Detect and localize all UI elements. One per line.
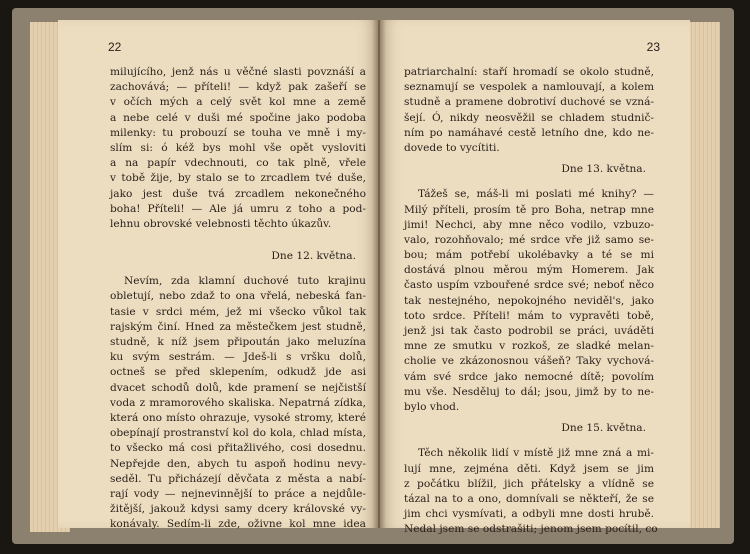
text-line: to všecko má cosi přitažlivého, cosi dosednu. bbox=[110, 442, 366, 455]
text-line: lehnu obrovské velebnosti těchto úkazův. bbox=[110, 217, 332, 230]
left-page-text bbox=[110, 65, 366, 532]
text-line: milujícího, jenž nás u věčné slasti povznáší a bbox=[110, 66, 366, 78]
text-line: a nebe celé v duši mé spočine jako podoba bbox=[110, 111, 366, 124]
text-line: dovede to vycítiti. bbox=[404, 141, 500, 154]
text-line: zachovává; — příteli! — když pak zašeří se bbox=[110, 81, 366, 94]
text-line: tasie v srdci mém, jež mi všecko vůkol tak bbox=[110, 305, 366, 318]
text-line: obepínají prostranství kol do kola, chlad místa, bbox=[110, 427, 366, 440]
book-gutter bbox=[372, 20, 386, 528]
text-line: jim chci vysmívati, a odbyli mne dosti hrubě. bbox=[404, 508, 654, 521]
text-line: v očích mých a celý svět kol mne a země bbox=[110, 96, 366, 109]
text-line: Tážeš se, máš-li mi poslati mé knihy? — bbox=[418, 188, 654, 201]
text-line: boha! Příteli! — Ale já umru z toho a pod- bbox=[110, 202, 366, 215]
text-line: rajským činí. Hned za městečkem jest studně, bbox=[110, 320, 366, 333]
text-line: dostává plnou měrou mým Homerem. Jak bbox=[404, 264, 654, 277]
text-line: bou; mám potřebí ukolébavky a té se mi bbox=[404, 249, 654, 262]
text-line: Těch několik lidí v místě již mne zná a mi- bbox=[418, 447, 654, 460]
page-number-right: 23 bbox=[646, 40, 660, 54]
right-page-text bbox=[404, 65, 658, 537]
text-line: octneš se před sklepením, odkudž jde asi bbox=[110, 366, 366, 379]
text-line: jimi! Nechci, aby mne něco vodilo, vzbuzo- bbox=[404, 218, 654, 231]
text-line: Nedal jsem se odstrašiti; jenom jsem pocítil, co bbox=[404, 523, 658, 536]
text-line: lují mne, zejména děti. Když jsem se jim bbox=[404, 462, 654, 475]
text-line: mne ze smutku v rozkoš, ze sladké melan- bbox=[404, 340, 654, 353]
text-line: jenž jsi tak často podrobil se práci, uváděti bbox=[404, 325, 654, 337]
text-line: valo, rozohňovalo; mé srdce vře již samo se- bbox=[404, 233, 654, 246]
text-line: často uspím vzbouřené srdce své; neboť něco bbox=[404, 279, 654, 292]
text-line: tak nestejného, nepokojného neviděl's, jako bbox=[404, 294, 654, 307]
page-edges-right bbox=[688, 22, 720, 528]
text-line: studně a pramene dobrotiví duchové se vzná- bbox=[404, 96, 654, 109]
text-line: studně, k níž jsem připoután jako meluzína bbox=[110, 336, 366, 348]
text-line: seznamují se vespolek a namlouvají, a kolem bbox=[404, 81, 654, 94]
text-line: šejí. Ó, nikdy neosvěžil se chladem studnič- bbox=[404, 111, 654, 124]
text-line: jako jest duše tvá zrcadlem nekonečného bbox=[110, 187, 366, 200]
text-line: v tobě žije, by stalo se to zrcadlem tvé duše, bbox=[110, 172, 366, 185]
page-number-left: 22 bbox=[108, 40, 122, 54]
text-line: milenky: tu probouzí se touha ve mně i my- bbox=[110, 126, 366, 139]
text-line: obletují, nebo zdaž to ona vřelá, nebeská fan- bbox=[110, 290, 366, 303]
diary-date-heading: Dne 15. května. bbox=[561, 422, 646, 435]
text-line: rají vody — nejnevinnější to práce a nejdůle- bbox=[110, 487, 366, 500]
text-line: Nevím, zda klamní duchové tuto krajinu bbox=[124, 275, 366, 288]
text-line: Nepřejde den, abych tu aspoň hodinu nevy- bbox=[110, 457, 366, 470]
text-line: z počátku blížil, jich přátelsky a vlídně se bbox=[404, 477, 654, 490]
text-line: Milý příteli, prosím tě pro Boha, netrap mne bbox=[404, 203, 654, 216]
text-line: ním po namáhavé cestě letního dne, kdo ne- bbox=[404, 126, 654, 139]
right-page bbox=[380, 20, 690, 536]
text-line: ku svým sestrám. — Jdeš-li s vršku dolů, bbox=[110, 351, 366, 364]
text-line: která ono místo ohrazuje, vysoké stromy, které bbox=[110, 411, 366, 424]
text-line: toto srdce. Příteli! mám to vypravěti tobě, bbox=[404, 309, 654, 322]
text-line: slím si: ó kéž bys mohl vše opět vysloviti bbox=[110, 141, 366, 154]
text-line: konávaly. Sedím-li zde, oživne kol mne idea bbox=[110, 518, 366, 531]
text-line: patriarchalní: staří hromadí se okolo studně, bbox=[404, 66, 654, 78]
text-line: a na papír vdechnouti, co tak plně, vřele bbox=[110, 157, 366, 170]
text-line: vám své srdce jako nemocné dítě; povolím bbox=[404, 370, 654, 383]
diary-date-heading: Dne 12. května. bbox=[271, 250, 356, 263]
text-line: bylo vhod. bbox=[404, 400, 460, 413]
text-line: seděl. Tu přicházejí děvčata z města a nabí- bbox=[110, 472, 366, 485]
text-line: cholie ve zkázonosnou vášeň? Taky vychová- bbox=[404, 355, 654, 368]
text-line: mu vše. Nesděluj to dál; jsou, jimž by to ne- bbox=[404, 385, 654, 398]
text-line: tázal na to a ono, domnívali se někteří, že se bbox=[404, 492, 654, 505]
left-page bbox=[58, 20, 378, 531]
text-line: voda z mramorového skaliska. Nepatrná zídka, bbox=[110, 396, 366, 409]
text-line: žitější, jakouž kdysi samy dcery královské vy- bbox=[110, 503, 366, 516]
diary-date-heading: Dne 13. května. bbox=[561, 163, 646, 176]
text-line: dvacet schodů dolů, kde pramení se nejčistší bbox=[110, 381, 366, 394]
